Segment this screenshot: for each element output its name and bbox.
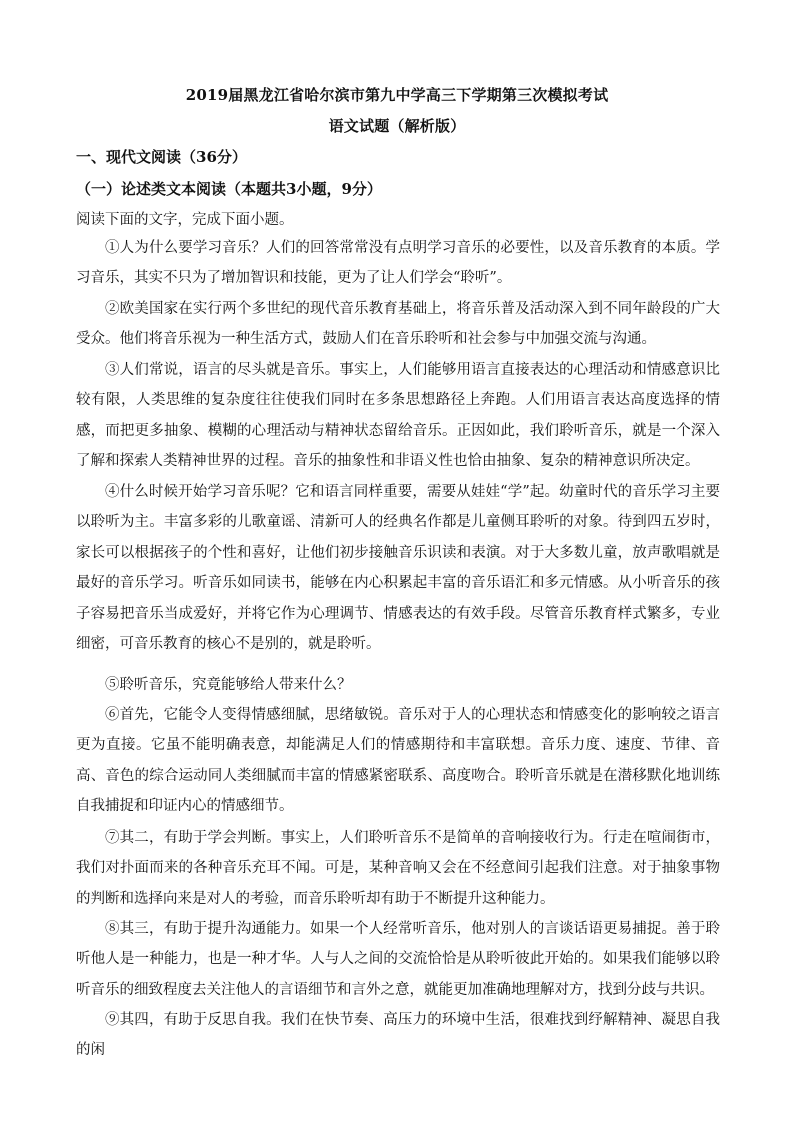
paragraph-4: ④什么时候开始学习音乐呢？它和语言同样重要，需要从娃娃“学”起。幼童时代的音乐学习主要以聆听为主。丰富多彩的儿歌童谣、清新可人的经典名作都是儿童侧耳聆听的对象。待到四五岁时，家长可以根据孩子的个性和喜好，让他们初步接触音乐识读和表演。对于大多数儿童，放声歌唱就是最好的音乐学习。听音乐如同读书，能够在内心积累起丰富的音乐语汇和多元情感。从小听音乐的孩子容易把音乐当成爱好，并将它作为心理调节、情感表达的有效手段。尽管音乐教育样式繁多，专业细密，可音乐教育的核心不是别的，就是聆听。 <box>76 484 720 653</box>
paragraph-1: ①人为什么要学习音乐？人们的回答常常没有点明学习音乐的必要性，以及音乐教育的本质。学习音乐，其实不只为了增加智识和技能，更为了让人们学会“聆听”。 <box>76 240 720 287</box>
paragraph-9: ⑨其四，有助于反思自我。我们在快节奏、高压力的环境中生活，很难找到纾解精神、凝思自我的闲 <box>76 1012 720 1059</box>
reading-instruction: 阅读下面的文字，完成下面小题。 <box>76 212 294 228</box>
paragraph-6: ⑥首先，它能令人变得情感细腻，思绪敏锐。音乐对于人的心理状态和情感变化的影响较之语言更为直接。它虽不能明确表意，却能满足人们的情感期待和丰富联想。音乐力度、速度、节律、音高、音色的综合运动同人类细腻而丰富的情感紧密联系、高度吻合。聆听音乐就是在潜移默化地训练自我捕捉和印证内心的情感细节。 <box>76 707 720 815</box>
paragraph-5: ⑤聆听音乐，究竟能够给人带来什么？ <box>105 677 352 693</box>
document-title: 2019届黑龙江省哈尔滨市第九中学高三下学期第三次模拟考试 <box>185 86 609 104</box>
section-heading: 一、现代文阅读（36分） <box>76 148 247 166</box>
paragraph-8: ⑧其三，有助于提升沟通能力。如果一个人经常听音乐，他对别人的言谈话语更易捕捉。善于聆听他人是一种能力，也是一种才华。人与人之间的交流恰恰是从聆听彼此开始的。如果我们能够以聆听音乐的细致程度去关注他人的言语细节和言外之意，就能更加准确地理解对方，找到分歧与共识。 <box>76 921 720 998</box>
paragraph-2: ②欧美国家在实行两个多世纪的现代音乐教育基础上，将音乐普及活动深入到不同年龄段的广大受众。他们将音乐视为一种生活方式，鼓励人们在音乐聆听和社会参与中加强交流与沟通。 <box>76 301 720 348</box>
subsection-heading: （一）论述类文本阅读（本题共3小题，9分） <box>76 180 382 198</box>
document-subtitle: 语文试题（解析版） <box>328 117 466 135</box>
paragraph-3: ③人们常说，语言的尽头就是音乐。事实上，人们能够用语言直接表达的心理活动和情感意识比较有限，人类思维的复杂度往往使我们同时在多条思想路径上奔跑。人们用语言表达高度选择的情感，而把更多抽象、模糊的心理活动与精神状态留给音乐。正因如此，我们聆听音乐，就是一个深入了解和探索人类精神世界的过程。音乐的抽象性和非语义性也恰由抽象、复杂的精神意识所决定。 <box>76 362 720 470</box>
paragraph-7: ⑦其二，有助于学会判断。事实上，人们聆听音乐不是简单的音响接收行为。行走在喧闹街市，我们对扑面而来的各种音乐充耳不闻。可是，某种音响又会在不经意间引起我们注意。对于抽象事物的判断和选择向来是对人的考验，而音乐聆听却有助于不断提升这种能力。 <box>76 830 720 907</box>
